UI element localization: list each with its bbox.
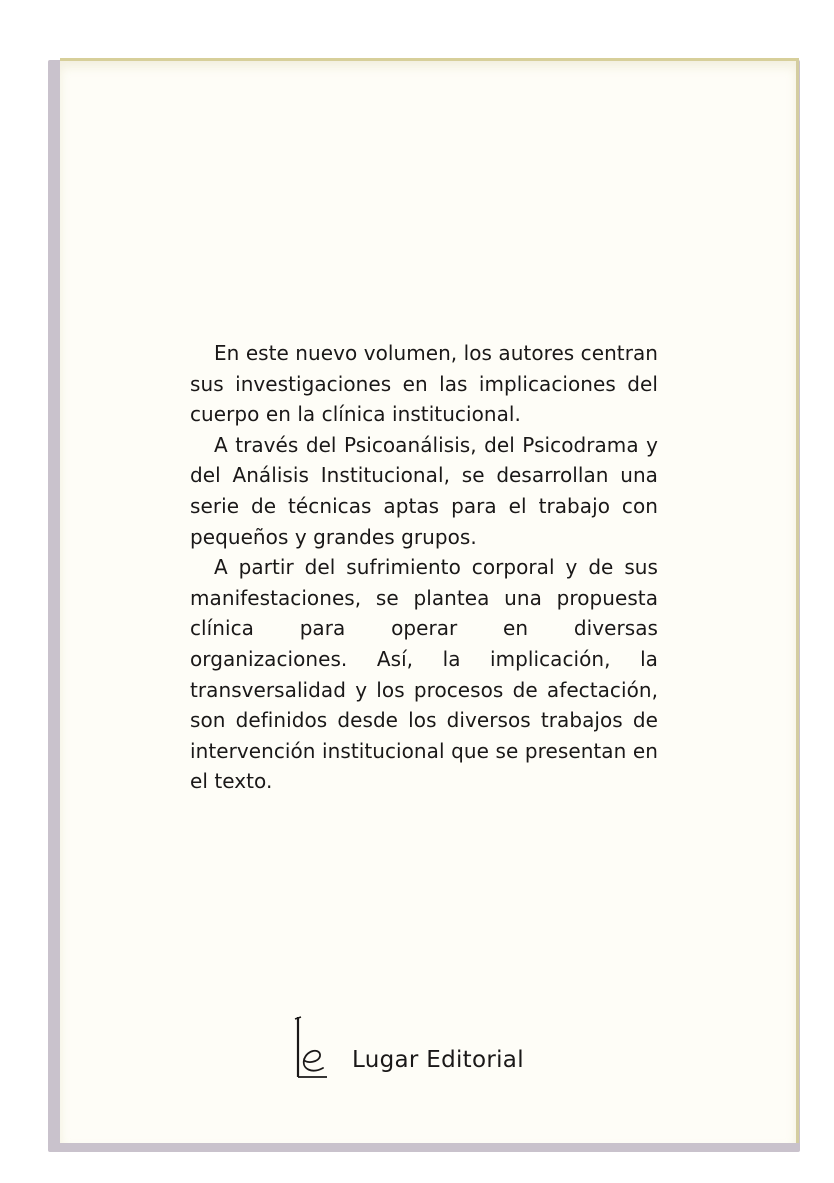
blurb-paragraph-1: En este nuevo volumen, los autores centran sus investigaciones en las implicaciones del cuerpo en la clínica institucional. [190,341,658,427]
lugar-editorial-logo-icon [293,1015,335,1079]
cover-blurb [190,338,658,797]
blurb-paragraph-2: A través del Psicoanálisis, del Psicodrama y del Análisis Institucional, se desarrollan una serie de técnicas aptas para el trabajo con pequeños y grandes grupos. [190,432,658,549]
blurb-paragraph-3: A partir del sufrimiento corporal y de sus manifestaciones, se plantea una propuesta clínica para operar en diversas organizaciones. Así, la implicación, la transversalidad y los procesos de afectación, son definidos desde los diversos trabajos de intervención institucional que se presentan en el texto. [190,555,658,794]
publisher-name: Lugar Editorial [352,1047,524,1073]
